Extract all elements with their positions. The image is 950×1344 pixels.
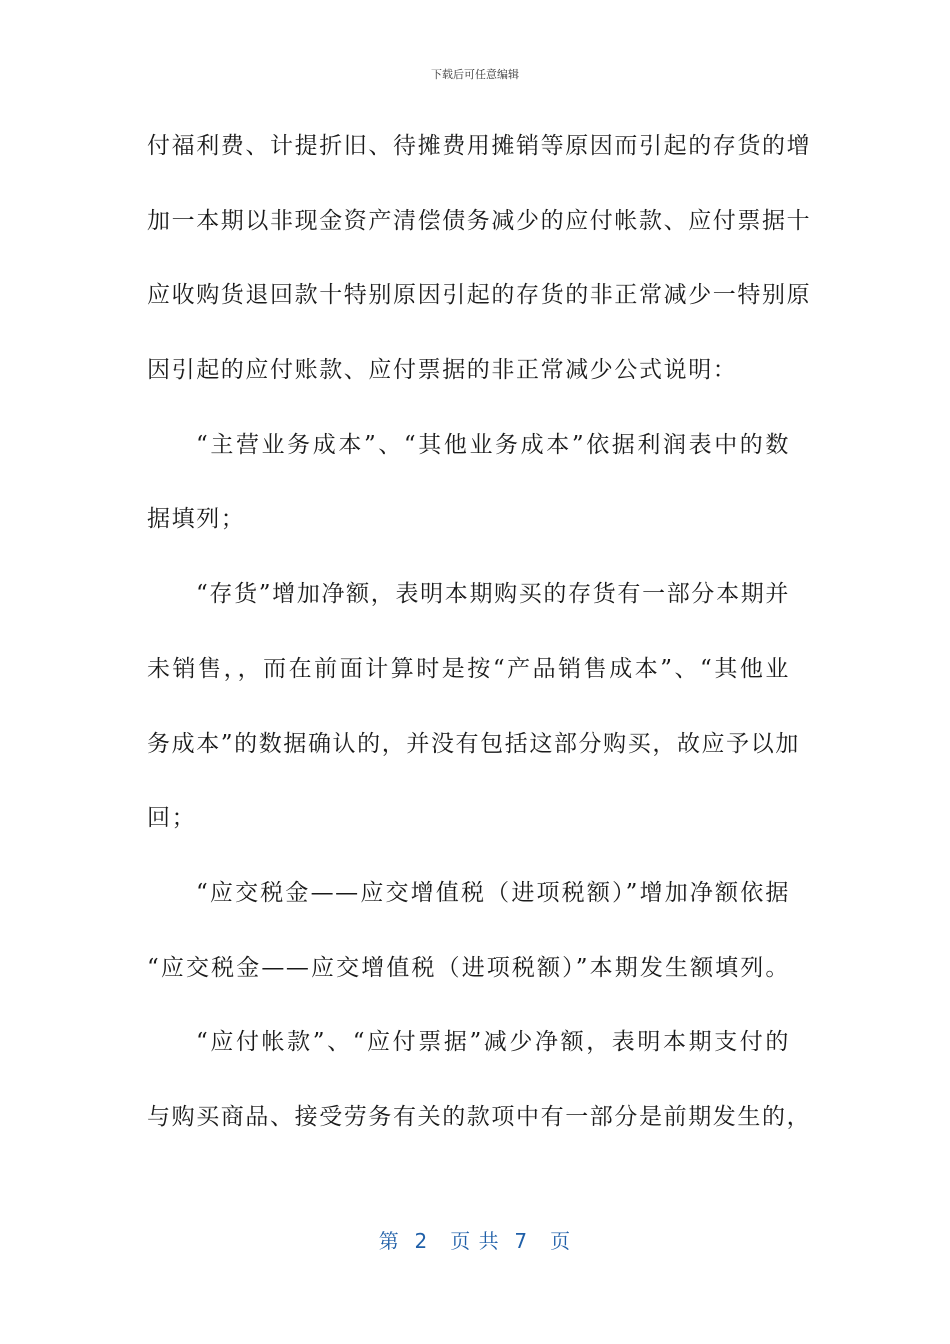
text-line: 应收购货退回款十特别原因引起的存货的非正常减少一特别原 <box>147 282 812 309</box>
text-line: 务成本”的数据确认的，并没有包括这部分购买，故应予以加 <box>147 730 800 757</box>
text-line: 付福利费、计提折旧、待摊费用摊销等原因而引起的存货的增 <box>147 133 812 159</box>
text-line: 未销售，，而在前面计算时是按“产品销售成本”、“其他业 <box>147 655 790 682</box>
paragraph-first-line: “主营业务成本”、“其他业务成本”依据利润表中的数 <box>196 431 790 458</box>
body-text <box>147 118 812 1164</box>
text-line: 据填列； <box>147 506 246 533</box>
page-number-footer: 第 2 页 共 7 页 <box>378 1229 572 1253</box>
text-line: 加一本期以非现金资产清偿债务减少的应付帐款、应付票据十 <box>147 207 812 234</box>
text-line: 因引起的应付账款、应付票据的非正常减少公式说明： <box>147 357 738 384</box>
text-line: 与购买商品、接受劳务有关的款项中有一部分是前期发生的， <box>147 1103 812 1130</box>
paragraph-first-line: “应付帐款”、“应付票据”减少净额，表明本期支付的 <box>196 1029 790 1056</box>
paragraph-first-line: “存货”增加净额，表明本期购买的存货有一部分本期并 <box>196 581 790 608</box>
text-line: 回； <box>147 805 197 832</box>
text-line: “应交税金——应交增值税（进项税额）”本期发生额填列。 <box>147 954 790 981</box>
paragraph-first-line: “应交税金——应交增值税（进项税额）”增加净额依据 <box>196 879 790 906</box>
page-header: 下载后可任意编辑 <box>431 68 519 81</box>
